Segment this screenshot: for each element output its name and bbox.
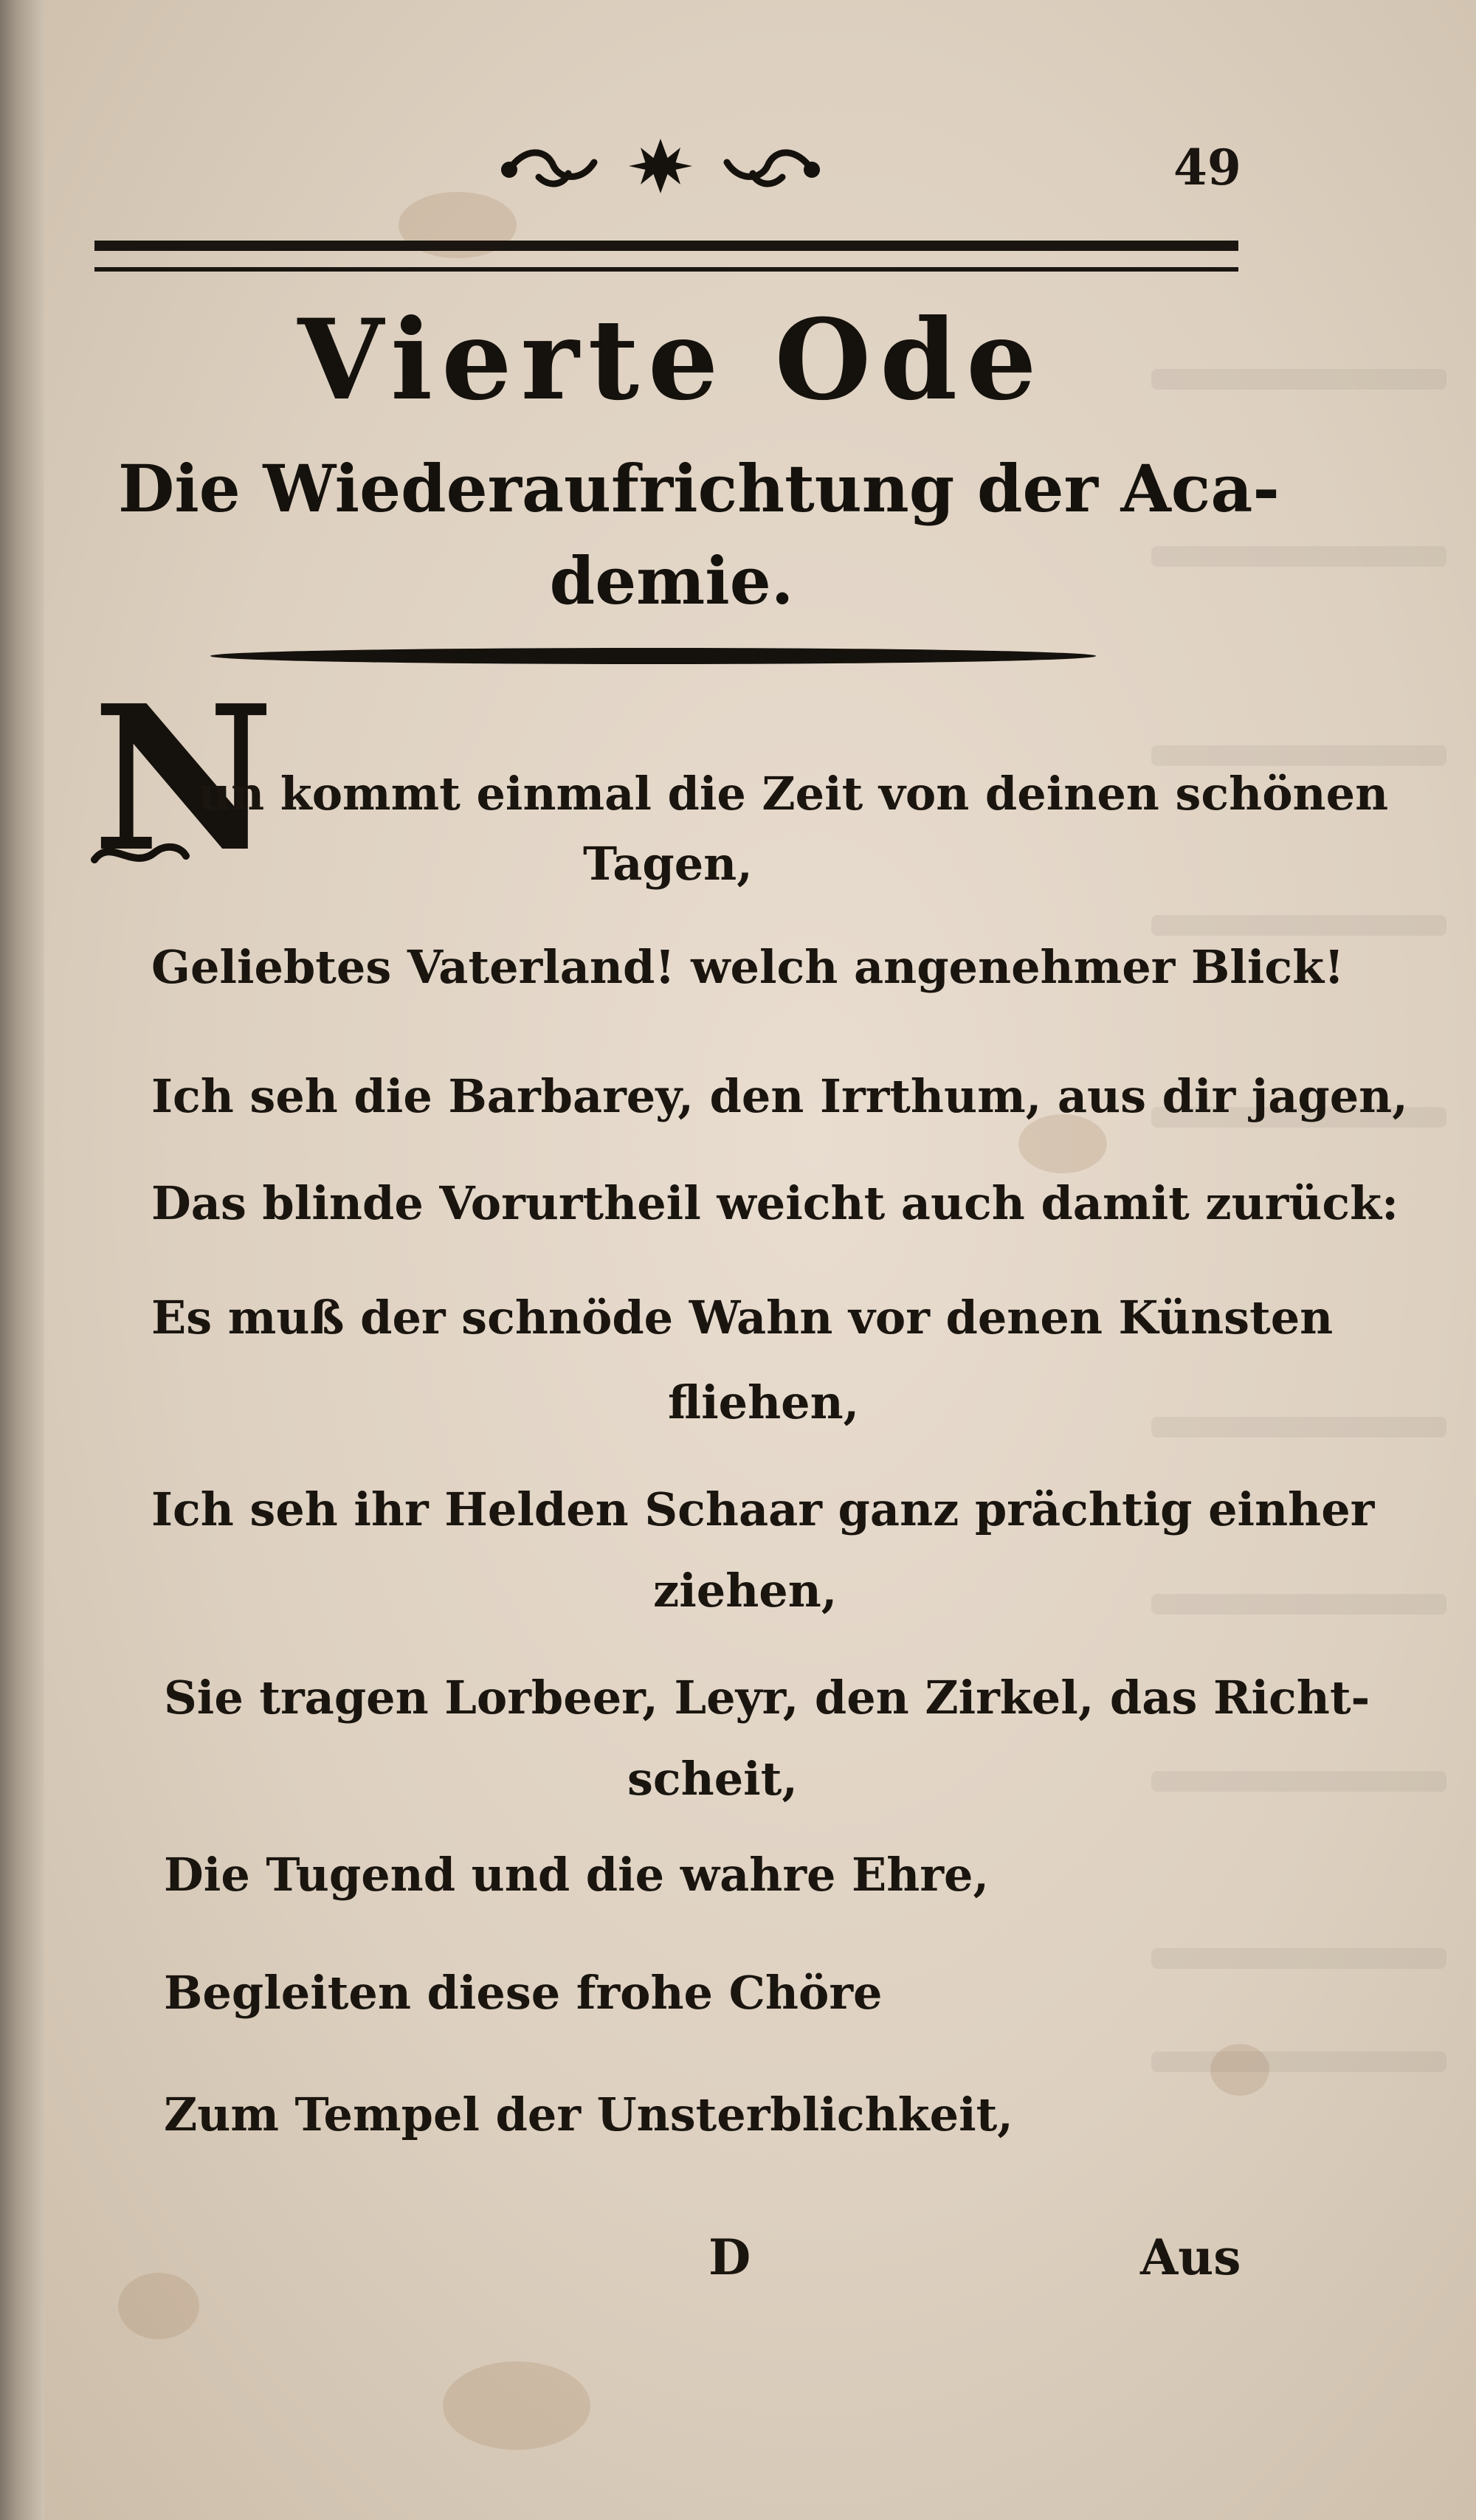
- verse-line-3: Ich seh die Barbarey, den Irrthum, aus dir jagen,: [151, 1069, 1408, 1123]
- page-number: 49: [1173, 139, 1241, 196]
- paper-stain: [1018, 1114, 1107, 1173]
- verse-line-10: Zum Tempel der Unsterblichkeit,: [164, 2088, 1013, 2141]
- ode-subtitle-line-2: demie.: [549, 542, 794, 619]
- show-through: [1151, 1948, 1446, 1969]
- verse-line-7-continuation: scheit,: [627, 1752, 798, 1806]
- show-through: [1151, 1771, 1446, 1792]
- header-ornament-icon: [494, 133, 827, 199]
- show-through: [1151, 745, 1446, 766]
- paper-stain: [443, 2361, 590, 2450]
- signature-mark: D: [708, 2229, 751, 2286]
- show-through: [1151, 915, 1446, 936]
- title-separator-rule: [210, 648, 1096, 664]
- rule-line-thin: [94, 267, 1238, 272]
- verse-line-4: Das blinde Vorurtheil weicht auch damit zurück:: [151, 1176, 1399, 1230]
- verse-line-2: Geliebtes Vaterland! welch angenehmer Blick!: [151, 940, 1345, 994]
- rule-line-thick: [94, 241, 1238, 251]
- show-through: [1151, 1594, 1446, 1615]
- verse-line-6: Ich seh ihr Helden Schaar ganz prächtig einher: [151, 1482, 1375, 1536]
- catchword: Aus: [1140, 2229, 1241, 2286]
- ode-title: Vierte Ode: [297, 295, 1046, 425]
- paper-stain: [118, 2273, 199, 2339]
- verse-line-9: Begleiten diese frohe Chöre: [164, 1966, 883, 2020]
- verse-line-5-continuation: fliehen,: [668, 1375, 860, 1429]
- verse-line-7: Sie tragen Lorbeer, Leyr, den Zirkel, das Richt-: [164, 1671, 1370, 1725]
- verse-line-5: Es muß der schnöde Wahn vor denen Künsten: [151, 1291, 1334, 1344]
- drop-cap: N: [92, 661, 275, 896]
- show-through: [1151, 2051, 1446, 2072]
- verse-line-1-continuation: Tagen,: [583, 837, 753, 891]
- ode-subtitle-line-1: Die Wiederaufrichtung der Aca-: [118, 450, 1280, 527]
- drop-cap-swash-icon: [89, 830, 192, 874]
- verse-line-6-continuation: ziehen,: [653, 1564, 838, 1618]
- verse-line-1: un kommt einmal die Zeit von deinen schönen: [198, 767, 1389, 821]
- header-double-rule: [94, 241, 1238, 280]
- verse-line-8: Die Tugend und die wahre Ehre,: [164, 1848, 990, 1902]
- show-through: [1151, 1417, 1446, 1437]
